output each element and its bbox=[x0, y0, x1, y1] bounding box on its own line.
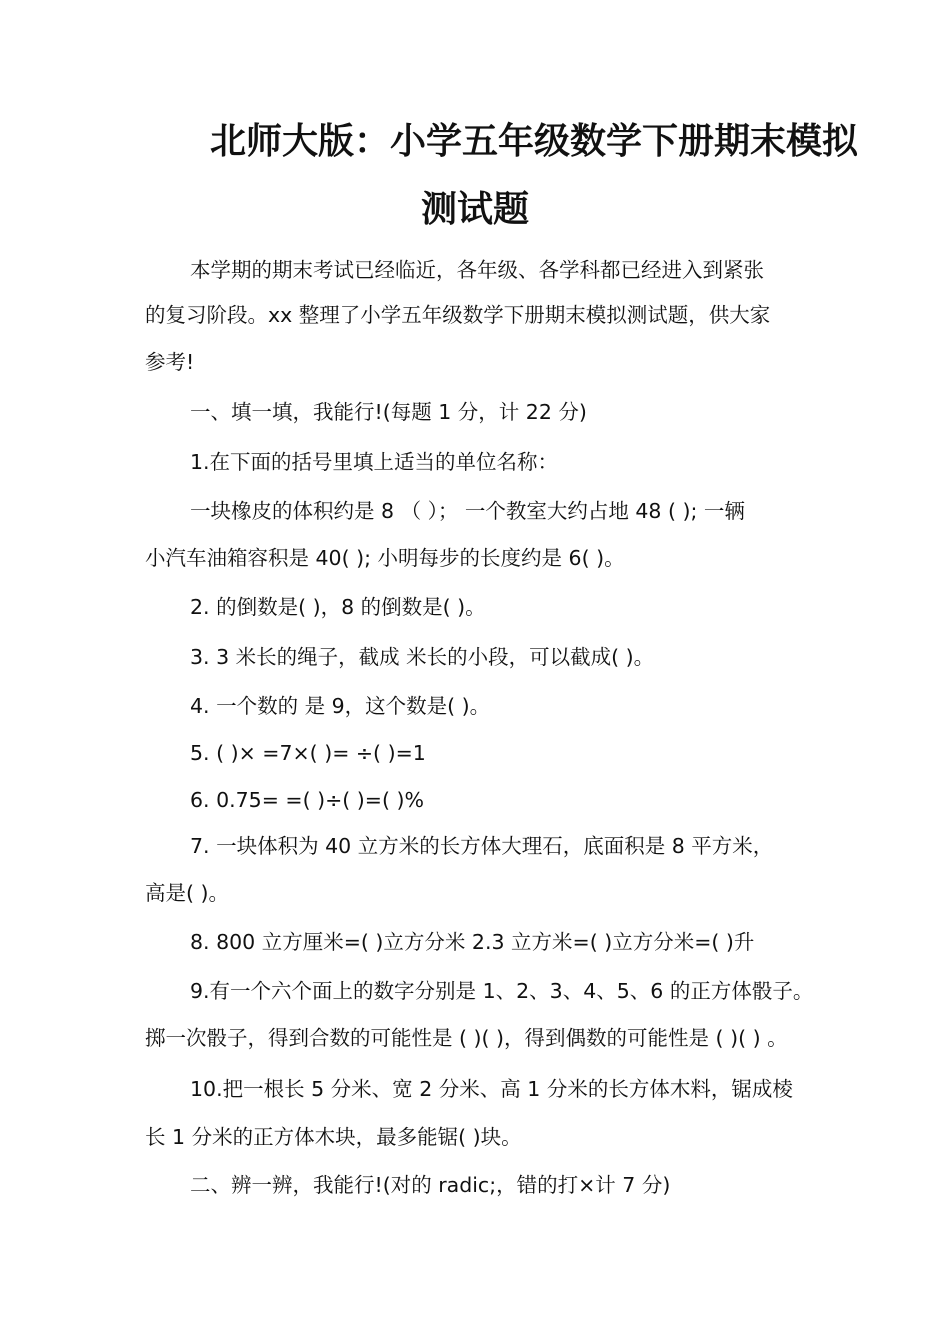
section-heading-fill-in: 一、填一填，我能行!(每题 1 分，计 22 分) bbox=[190, 400, 587, 424]
question-1-line-2: 一块橡皮的体积约是 8 （ ）； 一个教室大约占地 48 ( ); 一辆 bbox=[190, 499, 745, 523]
question-8: 8. 800 立方厘米=( )立方分米 2.3 立方米=( )立方分米=( )升 bbox=[190, 930, 755, 954]
section-heading-true-false: 二、辨一辨，我能行!(对的 radic;，错的打×计 7 分) bbox=[190, 1173, 671, 1197]
question-9-line-2: 掷一次骰子，得到合数的可能性是 ( )( )，得到偶数的可能性是 ( )( ) 。 bbox=[145, 1026, 788, 1050]
question-5: 5. ( )× =7×( )= ÷( )=1 bbox=[190, 741, 426, 765]
question-4: 4. 一个数的 是 9，这个数是( )。 bbox=[190, 694, 491, 718]
question-7-line-2: 高是( )。 bbox=[145, 881, 230, 905]
intro-paragraph-line-2: 的复习阶段。xx 整理了小学五年级数学下册期末模拟测试题，供大家 bbox=[145, 303, 771, 327]
question-10-line-2: 长 1 分米的正方体木块，最多能锯( )块。 bbox=[145, 1125, 522, 1149]
document-title-line-2: 测试题 bbox=[420, 189, 529, 230]
question-10: 10.把一根长 5 分米、宽 2 分米、高 1 分米的长方体木料，锯成棱 bbox=[190, 1077, 793, 1101]
question-6: 6. 0.75= =( )÷( )=( )% bbox=[190, 788, 424, 812]
document-title-line-1: 北师大版：小学五年级数学下册期末模拟 bbox=[210, 121, 859, 162]
question-1-line-3: 小汽车油箱容积是 40( ); 小明每步的长度约是 6( )。 bbox=[145, 546, 625, 570]
intro-paragraph-line-1: 本学期的期末考试已经临近，各年级、各学科都已经进入到紧张 bbox=[190, 258, 764, 282]
question-2: 2. 的倒数是( )，8 的倒数是( )。 bbox=[190, 595, 486, 619]
intro-paragraph-line-3: 参考! bbox=[145, 350, 195, 374]
question-7: 7. 一块体积为 40 立方米的长方体大理石，底面积是 8 平方米， bbox=[190, 834, 774, 858]
question-3: 3. 3 米长的绳子，截成 米长的小段，可以截成( )。 bbox=[190, 645, 655, 669]
question-1: 1.在下面的括号里填上适当的单位名称： bbox=[190, 450, 559, 474]
question-9: 9.有一个六个面上的数字分别是 1、2、3、4、5、6 的正方体骰子。 bbox=[190, 979, 814, 1003]
